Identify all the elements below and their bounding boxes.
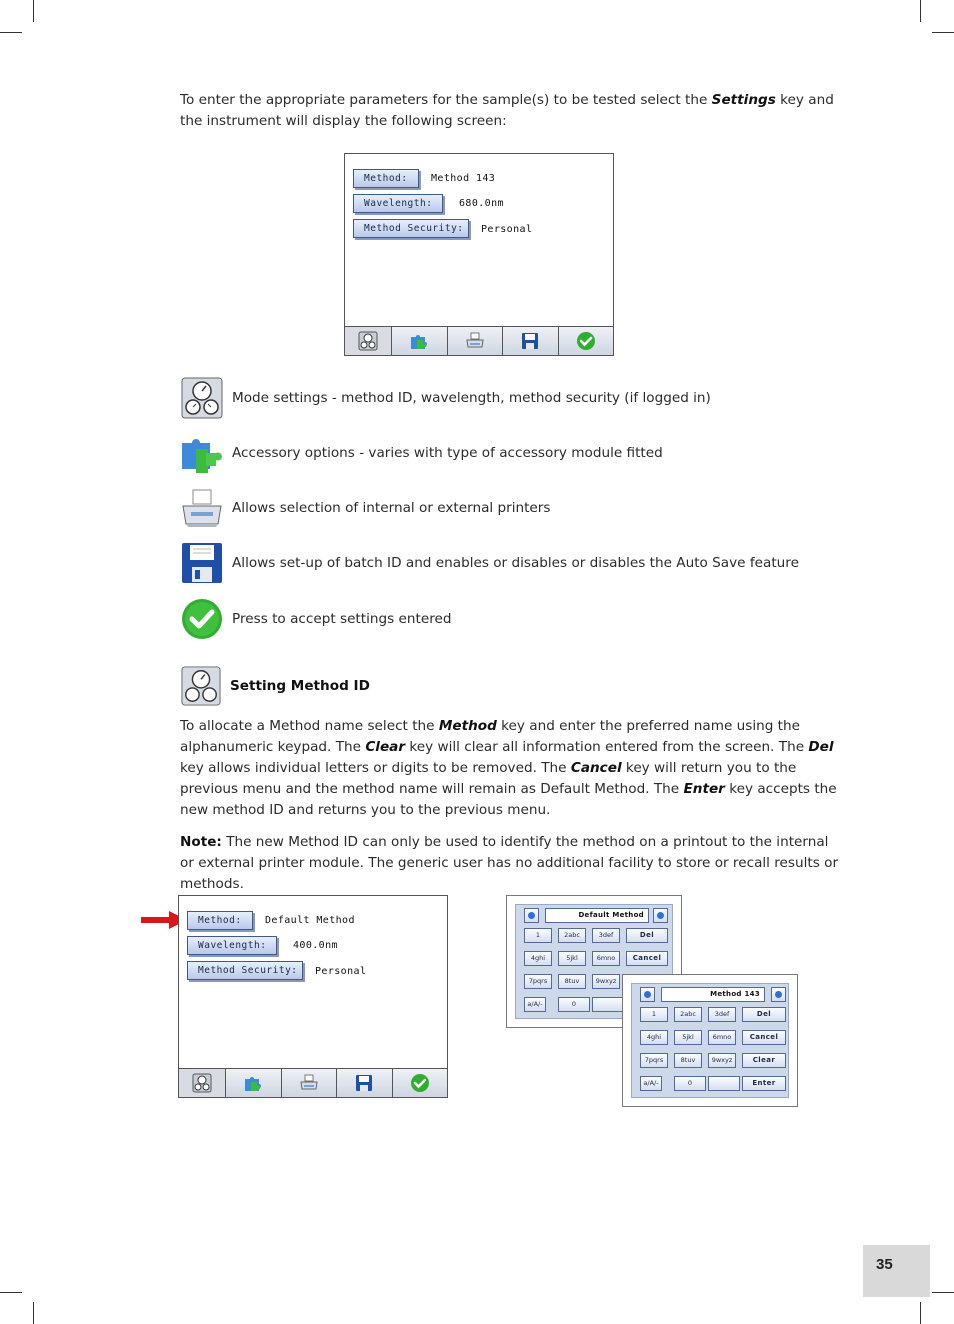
keypad-key-del[interactable]: Del — [742, 1007, 786, 1022]
gauge-settings-icon — [181, 377, 223, 419]
keypad-key[interactable]: 4ghi — [524, 951, 552, 966]
toolbar-printer[interactable] — [447, 327, 503, 355]
icon-row-text: Allows set-up of batch ID and enables or disables or disables the Auto Save feature — [232, 555, 799, 571]
wavelength-value: 680.0nm — [459, 198, 504, 209]
method-button[interactable]: Method: — [187, 911, 253, 930]
keypad-key[interactable]: 8tuv — [558, 974, 586, 989]
note-paragraph: Note: The new Method ID can only be used to identify the method on a printout to the internal or external printer module. The generic user has no additional facility to store or recall results or methods. — [180, 834, 839, 892]
icon-row-text: Allows selection of internal or external printers — [232, 500, 551, 516]
keypad-key-cancel[interactable]: Cancel — [626, 951, 668, 966]
keypad-key[interactable]: 4ghi — [640, 1030, 668, 1045]
default-method-screen — [178, 895, 448, 1098]
gauge-settings-icon — [192, 1073, 212, 1093]
toolbar-save[interactable] — [336, 1069, 392, 1097]
icon-row-mode-settings — [180, 376, 711, 420]
icon-row-text: Mode settings - method ID, wavelength, method security (if logged in) — [232, 390, 711, 406]
method-id-paragraph: To allocate a Method name select the Method key and enter the preferred name using the alphanumeric keypad. The Clear key will clear all information entered from the screen. The Del key allows individual letters or digits to be removed. The Cancel key will return you to the previous menu and the method name will remain as Default Method. The Enter key accepts the new method ID and returns you to the previous menu. — [180, 718, 837, 818]
note-label: Note: — [180, 834, 222, 850]
printer-icon — [299, 1073, 319, 1093]
toolbar-printer[interactable] — [281, 1069, 337, 1097]
puzzle-icon — [409, 331, 429, 351]
method-value: Default Method — [265, 915, 355, 926]
settings-screen — [344, 153, 614, 356]
gauge-settings-icon — [181, 666, 221, 706]
keypad-key[interactable]: 7pqrs — [640, 1053, 668, 1068]
crop-mark — [932, 32, 954, 33]
keypad-key[interactable]: 5jkl — [558, 951, 586, 966]
keypad-key-cancel[interactable]: Cancel — [742, 1030, 786, 1045]
green-check-icon — [576, 331, 596, 351]
crop-mark — [920, 0, 921, 22]
toolbar-accept[interactable] — [392, 1069, 448, 1097]
toolbar-save[interactable] — [502, 327, 558, 355]
method-security-button[interactable]: Method Security: — [353, 219, 469, 238]
keypad-key-del[interactable]: Del — [626, 928, 668, 943]
keypad-display[interactable]: Default Method — [545, 908, 649, 923]
intro-paragraph: To enter the appropriate parameters for the sample(s) to be tested select the Settings key and the instrument will display the following screen: — [180, 92, 834, 129]
method-value: Method 143 — [431, 173, 496, 184]
crop-mark — [932, 1292, 954, 1293]
crop-mark — [920, 1302, 921, 1324]
wavelength-button[interactable]: Wavelength: — [353, 194, 443, 213]
settings-keyword: Settings — [711, 92, 776, 108]
wavelength-button[interactable]: Wavelength: — [187, 936, 277, 955]
keypad-key[interactable]: 9wxyz — [592, 974, 620, 989]
icon-row-accessory — [180, 431, 663, 475]
icon-row-accept — [180, 597, 451, 641]
keypad-key[interactable]: 1 — [524, 928, 552, 943]
keypad-key[interactable]: 7pqrs — [524, 974, 552, 989]
keypad-key-clear[interactable]: Clear — [742, 1053, 786, 1068]
gauge-settings-icon — [358, 331, 378, 351]
method-security-value: Personal — [481, 224, 533, 235]
method-keyword: Method — [438, 718, 497, 734]
icon-row-text: Accessory options - varies with type of accessory module fitted — [232, 445, 663, 461]
section-heading — [180, 665, 370, 707]
method-security-value: Personal — [315, 966, 367, 977]
keypad-key[interactable]: 0 — [558, 997, 590, 1012]
arrow-left-button[interactable] — [524, 908, 539, 923]
wavelength-value: 400.0nm — [293, 940, 338, 951]
toolbar-settings[interactable] — [179, 1069, 225, 1097]
crop-mark — [0, 32, 22, 33]
puzzle-icon — [180, 431, 224, 475]
screen-toolbar — [179, 1068, 447, 1097]
toolbar-accessory[interactable] — [225, 1069, 281, 1097]
cancel-keyword: Cancel — [570, 760, 622, 776]
floppy-disk-icon — [520, 331, 540, 351]
crop-mark — [0, 1292, 22, 1293]
keypad-key[interactable]: 3def — [708, 1007, 736, 1022]
keypad-key-space[interactable] — [708, 1076, 740, 1091]
keypad-key[interactable]: 6mno — [592, 951, 620, 966]
keypad-key[interactable]: 0 — [674, 1076, 706, 1091]
keypad-key[interactable]: 1 — [640, 1007, 668, 1022]
keypad-key[interactable]: 2abc — [558, 928, 586, 943]
green-check-icon — [181, 598, 223, 640]
crop-mark — [33, 0, 34, 22]
keypad-display[interactable]: Method 143 — [661, 987, 765, 1002]
keypad-key[interactable]: 8tuv — [674, 1053, 702, 1068]
floppy-disk-icon — [181, 542, 223, 584]
keypad-key[interactable]: a/A/- — [640, 1076, 662, 1091]
keypad-key[interactable]: 9wxyz — [708, 1053, 736, 1068]
keypad-key[interactable]: 2abc — [674, 1007, 702, 1022]
clear-keyword: Clear — [365, 739, 406, 755]
keypad-key[interactable]: a/A/- — [524, 997, 546, 1012]
section-title: Setting Method ID — [230, 678, 370, 694]
toolbar-settings[interactable] — [345, 327, 391, 355]
arrow-right-button[interactable] — [771, 987, 786, 1002]
toolbar-accessory[interactable] — [391, 327, 447, 355]
del-keyword: Del — [808, 739, 834, 755]
keypad-key-space[interactable] — [592, 997, 626, 1012]
green-check-icon — [410, 1073, 430, 1093]
enter-keyword: Enter — [683, 781, 725, 797]
arrow-right-button[interactable] — [653, 908, 668, 923]
crop-mark — [33, 1302, 34, 1324]
puzzle-icon — [243, 1073, 263, 1093]
icon-row-printer — [180, 486, 550, 530]
icon-row-text: Press to accept settings entered — [232, 611, 452, 627]
toolbar-accept[interactable] — [558, 327, 614, 355]
printer-icon — [465, 331, 485, 351]
method-security-button[interactable]: Method Security: — [187, 961, 303, 980]
page-number: 35 — [863, 1245, 930, 1297]
keypad-key[interactable]: 3def — [592, 928, 620, 943]
screen-toolbar — [345, 326, 613, 355]
arrow-left-button[interactable] — [640, 987, 655, 1002]
icon-row-save — [180, 541, 799, 585]
keypad-key[interactable]: 6mno — [708, 1030, 736, 1045]
keypad-method-143 — [622, 974, 798, 1107]
keypad-key[interactable]: 5jkl — [674, 1030, 702, 1045]
printer-icon — [180, 486, 224, 530]
method-button[interactable]: Method: — [353, 169, 419, 188]
floppy-disk-icon — [354, 1073, 374, 1093]
keypad-key-enter[interactable]: Enter — [742, 1076, 786, 1091]
